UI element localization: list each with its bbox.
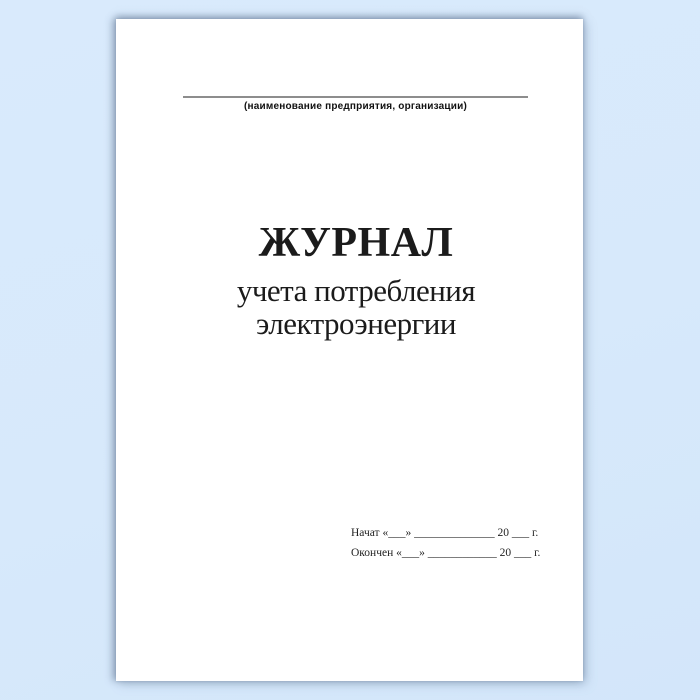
journal-subtitle-line2: электроэнергии xyxy=(256,306,456,341)
org-name-caption: (наименование предприятия, организации) xyxy=(243,101,468,112)
journal-subtitle-line1: учета потребления xyxy=(236,273,476,308)
org-name-block xyxy=(183,96,528,112)
date-finished-line: Окончен «___» ____________ 20 ___ г. xyxy=(351,547,541,559)
journal-cover-page xyxy=(116,19,583,681)
date-started-line: Начат «___» ______________ 20 ___ г. xyxy=(351,527,539,539)
journal-title: ЖУРНАЛ xyxy=(258,220,454,266)
journal-subtitle xyxy=(129,274,583,340)
title-block xyxy=(116,222,583,340)
dates-block xyxy=(351,525,540,565)
org-name-underline xyxy=(183,96,528,98)
